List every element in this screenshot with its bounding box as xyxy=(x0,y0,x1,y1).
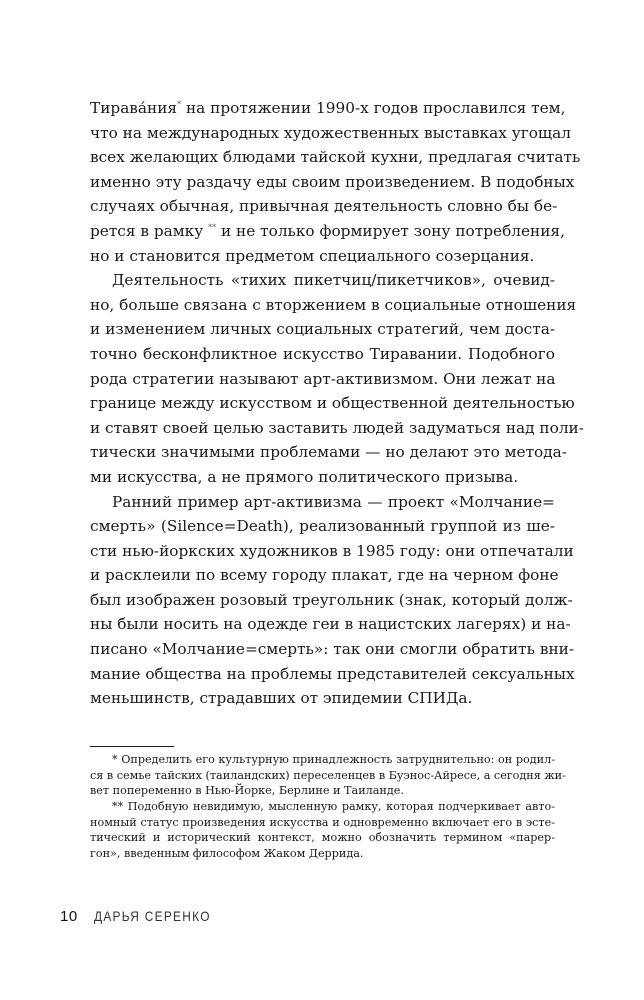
body-line: рется в рамку ** и не только формирует зону потребления, xyxy=(90,221,565,240)
body-line: меньшинств, страдавших от эпидемии СПИДа. xyxy=(90,689,473,708)
body-line: Деятельность «тихих пикетчиц/пикетчиков», очевид- xyxy=(112,271,555,290)
body-line: тически значимыми проблемами — но делают это метода- xyxy=(90,443,567,462)
body-line: точно бесконфликтное искусство Тиравании. Подобного xyxy=(90,344,555,363)
running-footer xyxy=(60,908,231,930)
body-line: но, больше связана с вторжением в социальные отношения xyxy=(90,295,577,314)
body-line: писано «Молчание=смерть»: так они смогли обратить вни- xyxy=(90,640,575,659)
body-line: и расклеили по всему городу плакат, где на черном фоне xyxy=(90,566,559,585)
body-line: Тирава́ния* на протяжении 1990-х годов прославился тем, xyxy=(90,99,566,117)
body-line: границе между искусством и общественной деятельностью xyxy=(90,394,575,413)
body-line: но и становится предметом специального созерцания. xyxy=(90,246,535,265)
footnote-line: ся в семье тайских (таиландских) переселенцев в Буэнос-Айресе, а сегодня жи- xyxy=(90,768,566,782)
body-text xyxy=(90,96,584,711)
footnote-line: гон», введенным философом Жаком Деррида. xyxy=(90,847,364,861)
body-line: ми искусства, а не прямого политического призыва. xyxy=(90,467,519,486)
footnote-line: ** Подобную невидимую, мысленную рамку, которая подчеркивает авто- xyxy=(112,800,555,814)
body-line: случаях обычная, привычная деятельность словно бы бе- xyxy=(90,197,558,216)
body-line: что на международных художественных выставках угощал xyxy=(90,123,571,142)
body-line: рода стратегии называют арт-активизмом. Они лежат на xyxy=(90,369,556,388)
body-line: смерть» (Silence=Death), реализованный группой из ше- xyxy=(90,517,555,536)
body-line: Ранний пример арт-активизма — проект «Молчание= xyxy=(112,492,555,511)
footnote-line: * Определить его культурную принадлежность затруднительно: он родил- xyxy=(112,753,555,766)
footnotes xyxy=(90,752,566,862)
running-author: ДАРЬЯ СЕРЕНКО xyxy=(93,908,211,924)
body-line: и изменением личных социальных стратегий, чем доста- xyxy=(90,320,555,339)
footnote-marker: * xyxy=(177,100,182,109)
body-line: именно эту раздачу еды своим произведением. В подобных xyxy=(90,172,575,191)
footnote-line: тический и исторический контекст, можно обозначить термином «парер- xyxy=(90,831,555,845)
footnote-line: номный статус произведения искусства и одновременно включает его в эсте- xyxy=(90,815,555,829)
footnote-marker: ** xyxy=(208,222,217,232)
body-line: всех желающих блюдами тайской кухни, предлагая считать xyxy=(90,148,581,167)
body-line: и ставят своей целью заставить людей задуматься над поли- xyxy=(90,418,584,437)
page-number: 10 xyxy=(60,908,78,925)
footnote-divider xyxy=(90,746,174,747)
body-line: был изображен розовый треугольник (знак, который долж- xyxy=(90,590,573,609)
body-line: сти нью-йоркских художников в 1985 году: они отпечатали xyxy=(90,541,574,560)
body-line: ны были носить на одежде геи в нацистских лагерях) и на- xyxy=(90,615,571,634)
footnote-line: вет попеременно в Нью-Йорке, Берлине и Таиланде. xyxy=(90,784,404,798)
body-line: мание общества на проблемы представителей сексуальных xyxy=(90,664,575,683)
